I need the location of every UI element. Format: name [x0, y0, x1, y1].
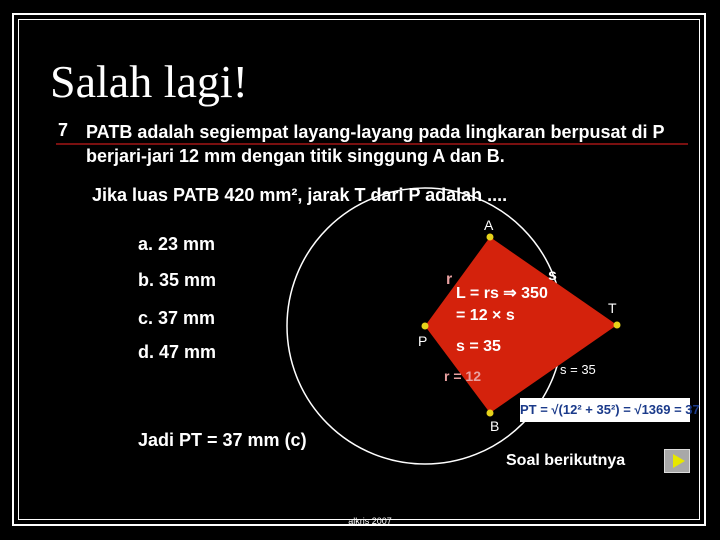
question-prompt: Jika luas PATB 420 mm², jarak T dari P adalah ....: [92, 185, 508, 205]
label-p: P: [418, 333, 428, 349]
kite-shape: [425, 237, 617, 413]
next-button[interactable]: [664, 449, 690, 473]
option-b[interactable]: b. 35 mm: [138, 270, 217, 290]
label-a: A: [484, 217, 494, 233]
play-arrow-icon: [673, 454, 685, 468]
label-t: T: [608, 300, 617, 316]
label-s-top: s: [548, 267, 557, 284]
question-text: PATB adalah segiempat layang-layang pada lingkaran berpusat di P berjari-jari 12 mm dengan titik singgung A dan B.: [86, 122, 665, 166]
s-result: s = 35: [456, 338, 501, 355]
area-step: = 12 × s: [456, 307, 515, 324]
label-r-top: r: [446, 271, 453, 288]
label-b: B: [490, 418, 500, 434]
point-t-dot: [614, 322, 621, 329]
conclusion-text: Jadi PT = 37 mm (c): [138, 430, 307, 450]
footer-credit: alkris 2007: [348, 516, 392, 526]
s-value-label: s = 35: [560, 362, 596, 377]
question-number: 7: [58, 120, 69, 140]
point-p-dot: [422, 323, 429, 330]
pt-formula: PT = √(12² + 35²) = √1369 = 37: [520, 398, 690, 422]
r-value-label: r = 12: [444, 368, 481, 384]
option-c[interactable]: c. 37 mm: [138, 308, 216, 328]
area-formula: L = rs ⇒ 350: [456, 285, 548, 302]
option-d[interactable]: d. 47 mm: [138, 342, 217, 362]
next-question-label[interactable]: Soal berikutnya: [506, 452, 626, 469]
point-a-dot: [487, 234, 494, 241]
option-a[interactable]: a. 23 mm: [138, 234, 216, 254]
slide-title: Salah lagi!: [50, 56, 248, 107]
point-b-dot: [487, 410, 494, 417]
